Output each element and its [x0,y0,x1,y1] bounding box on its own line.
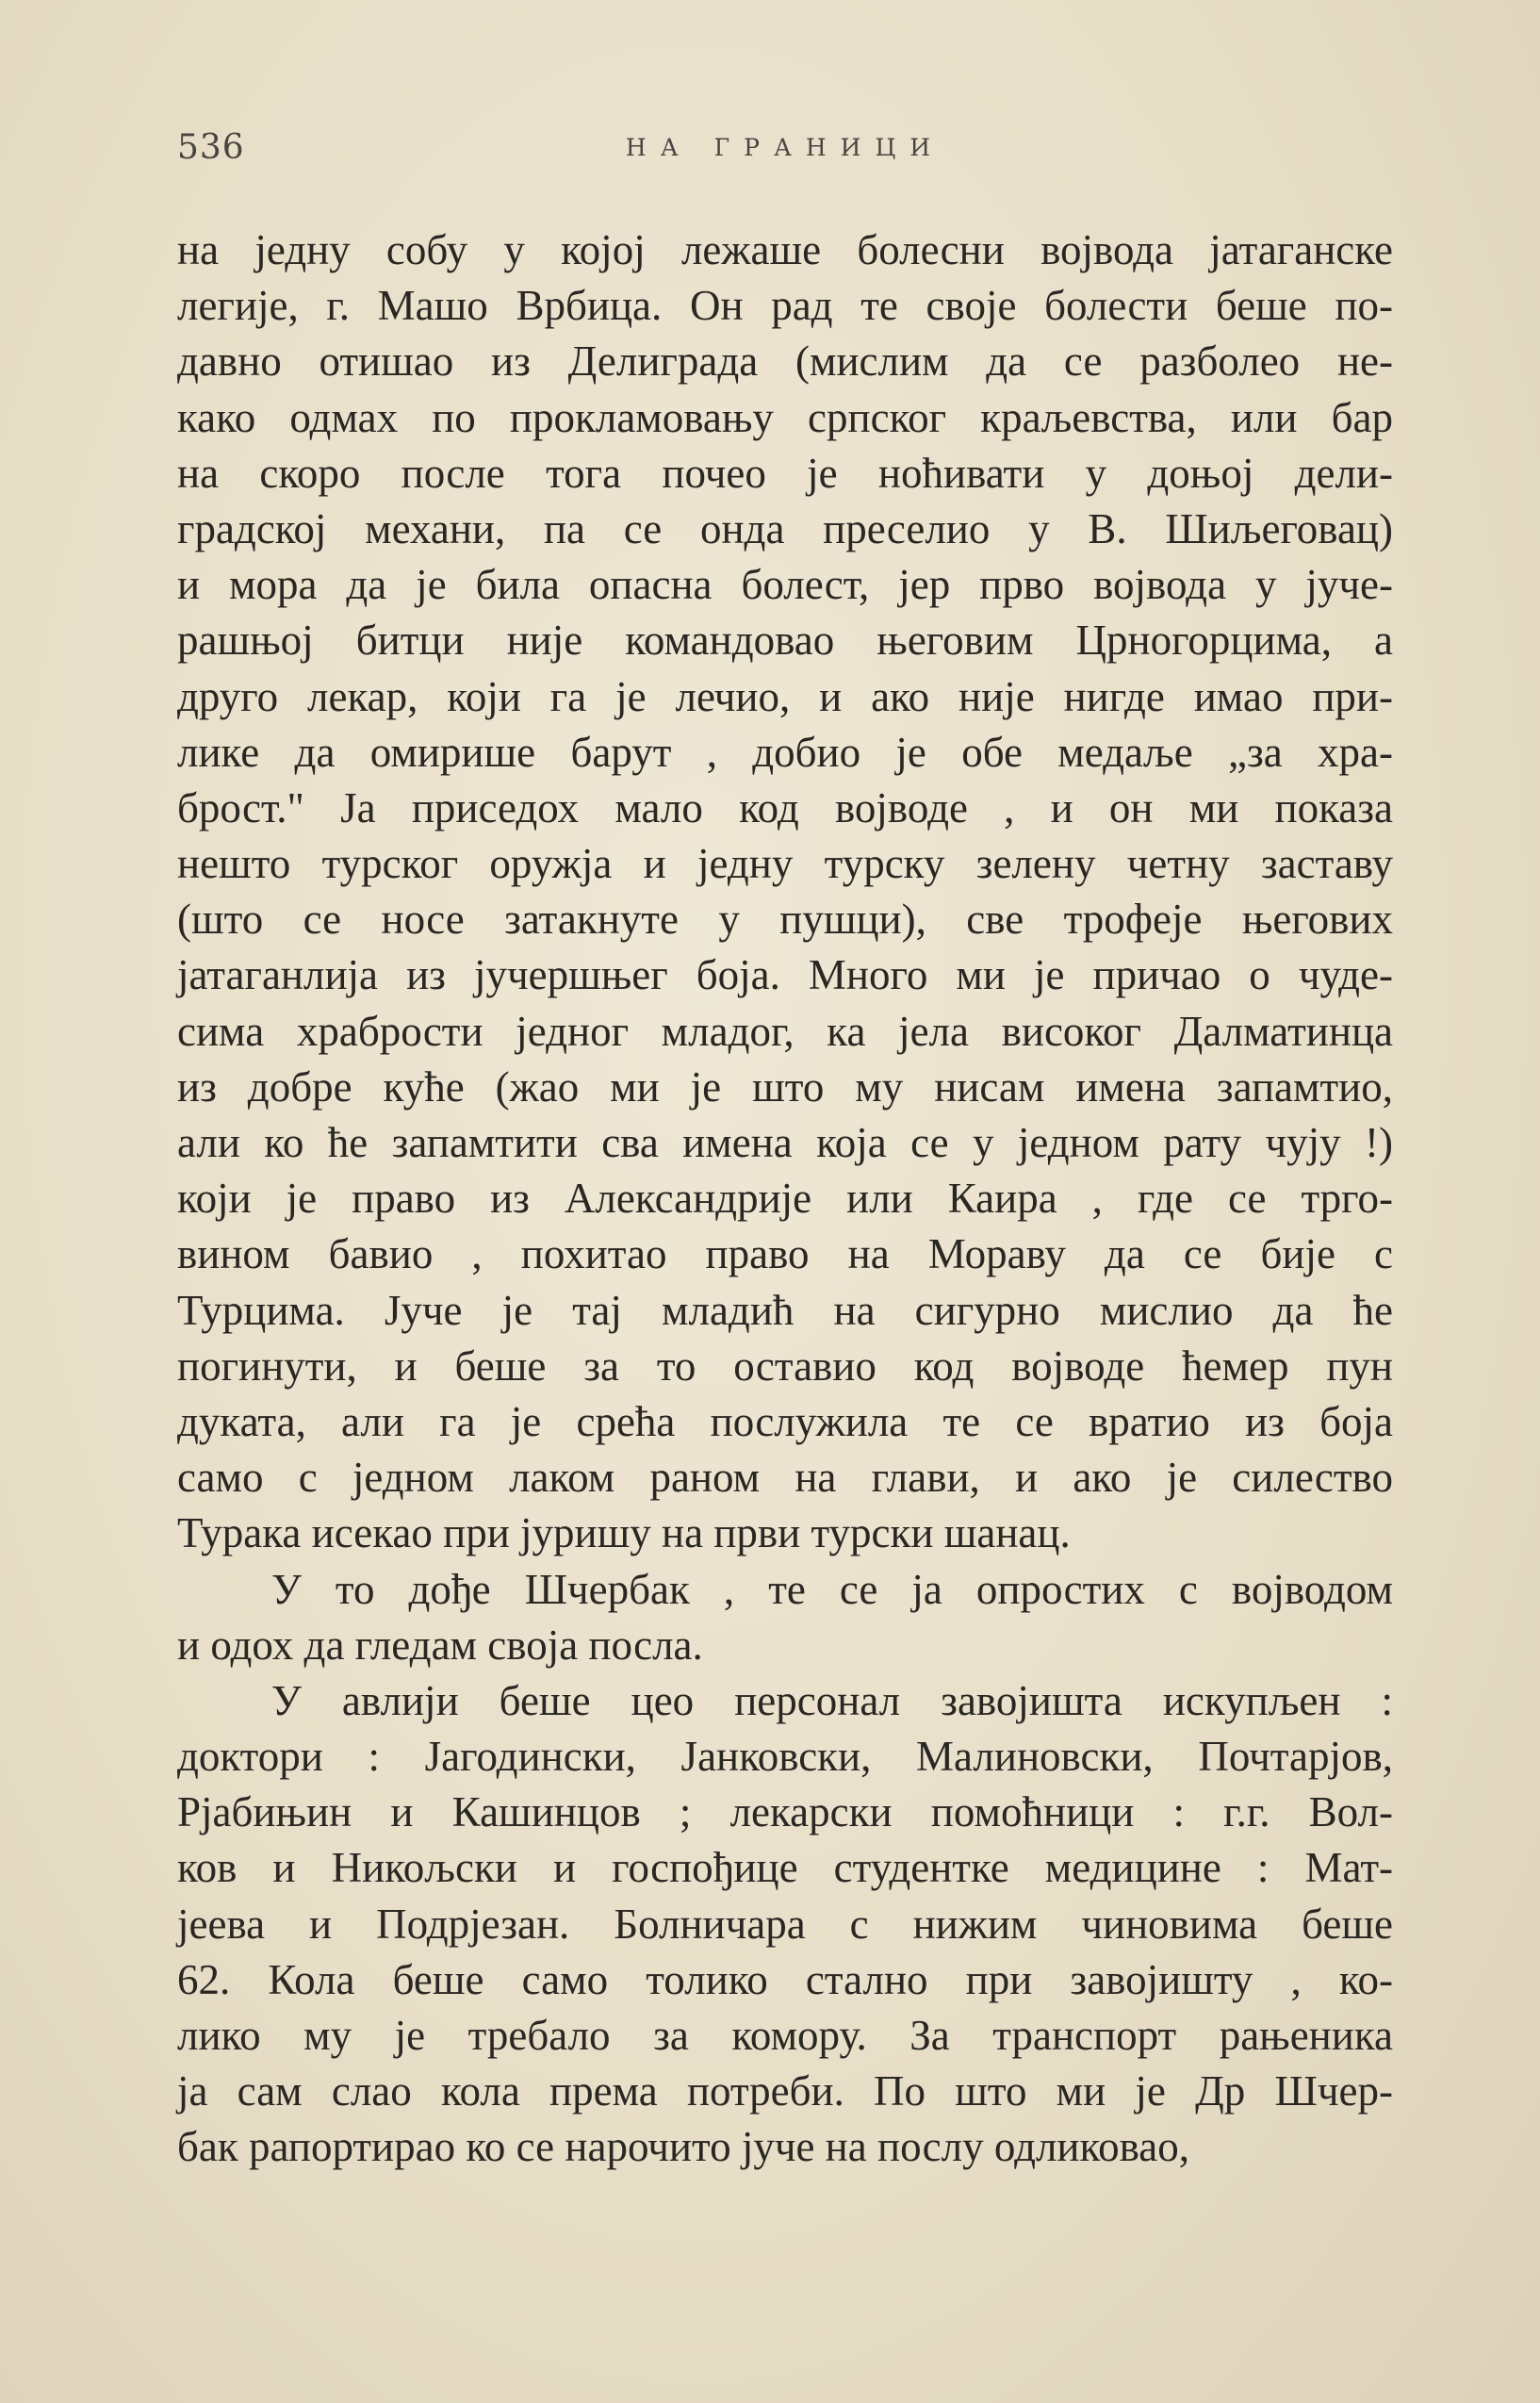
text-line: како одмах по прокламовању српског краљевства, или бар [177,393,1393,441]
text-line: доктори : Јагодински, Јанковски, Малиновски, Почтарјов, [177,1733,1393,1781]
text-line: ја сам слао кола према потреби. По што ми је Др Шчер- [177,2067,1393,2115]
text-line: само с једном лаком раном на глави, и ако је силество [177,1454,1393,1502]
text-line: (што се носе затакнуте у пушци), све трофеје његових [177,896,1393,944]
body-text [177,222,1393,2176]
text-line: вином бавио , похитао право на Мораву да се бије с [177,1230,1393,1278]
text-line: рашњој битци није командовао његовим Црногорцима, а [177,617,1393,665]
text-line: и мора да је била опасна болест, јер прво војвода у јуче- [177,561,1393,609]
text-line: У то дође Шчербак , те се ја опростих с војводом [271,1565,1393,1613]
text-line: градској механи, па се онда преселио у В. Шиљеговац) [177,504,1393,552]
text-line: бак рапортирао ко се нарочито јуче на послу одликовао, [177,2123,1189,2171]
text-line: легије, г. Машо Врбица. Он рад те своје болести беше по- [177,282,1393,330]
text-line: У авлији беше цео персонал завојишта искупљен : [271,1676,1393,1724]
text-line: и одох да гледам своја посла. [177,1621,703,1669]
page-number: 536 [177,128,245,167]
text-line: ков и Никољски и госпођице студентке медицине : Мат- [177,1844,1393,1892]
text-line: на скоро после тога почео је ноћивати у доњој дели- [177,449,1393,497]
page-header [177,121,1393,177]
text-line: на једну собу у којој лежаше болесни војвода јатаганске [177,226,1393,273]
text-line: 62. Кола беше само толико стално при завојишту , ко- [177,1955,1393,2003]
text-line: али ко ће запамтити сва имена која се у једном рату чују !) [177,1119,1393,1166]
text-line: јатаганлија из јучершњег боја. Много ми је причао о чуде- [177,951,1393,999]
text-line: лико му је требало за комору. За транспорт рањеника [177,2012,1393,2059]
text-line: брост." Ја приседох мало код војводе , и он ми показа [177,783,1393,831]
text-line: дуката, али га је срећа послужила те се вратио из боја [177,1397,1393,1445]
text-line: Рјабињин и Кашинцов ; лекарски помоћници : г.г. Вол- [177,1788,1393,1836]
text-line: Турака исекао при јуришу на први турски шанац. [177,1509,1071,1557]
text-line: погинути, и беше за то оставио код војводе ћемер пун [177,1341,1393,1390]
text-line: из добре куће (жао ми је што му нисам имена запамтио, [177,1062,1393,1111]
text-line: лике да омирише барут , добио је обе медаље „за хра- [177,728,1393,776]
text-line: сима храбрости једног младог, ка јела високог Далматинца [177,1007,1393,1055]
text-line: давно отишао из Делиграда (мислим да се разболео не- [177,337,1393,386]
text-line: друго лекар, који га је лечио, и ако није нигде имао при- [177,672,1393,720]
running-head: НА ГРАНИЦИ [625,134,945,161]
text-line: који је право из Александрије или Каира , где се трго- [177,1175,1393,1223]
text-line: јеева и Подрјезан. Болничара с нижим чиновима беше [177,1900,1393,1948]
text-line: нешто турског оружја и једну турску зелену четну заставу [177,840,1393,888]
text-line: Турцима. Јуче је тај младић на сигурно мислио да ће [177,1286,1393,1334]
